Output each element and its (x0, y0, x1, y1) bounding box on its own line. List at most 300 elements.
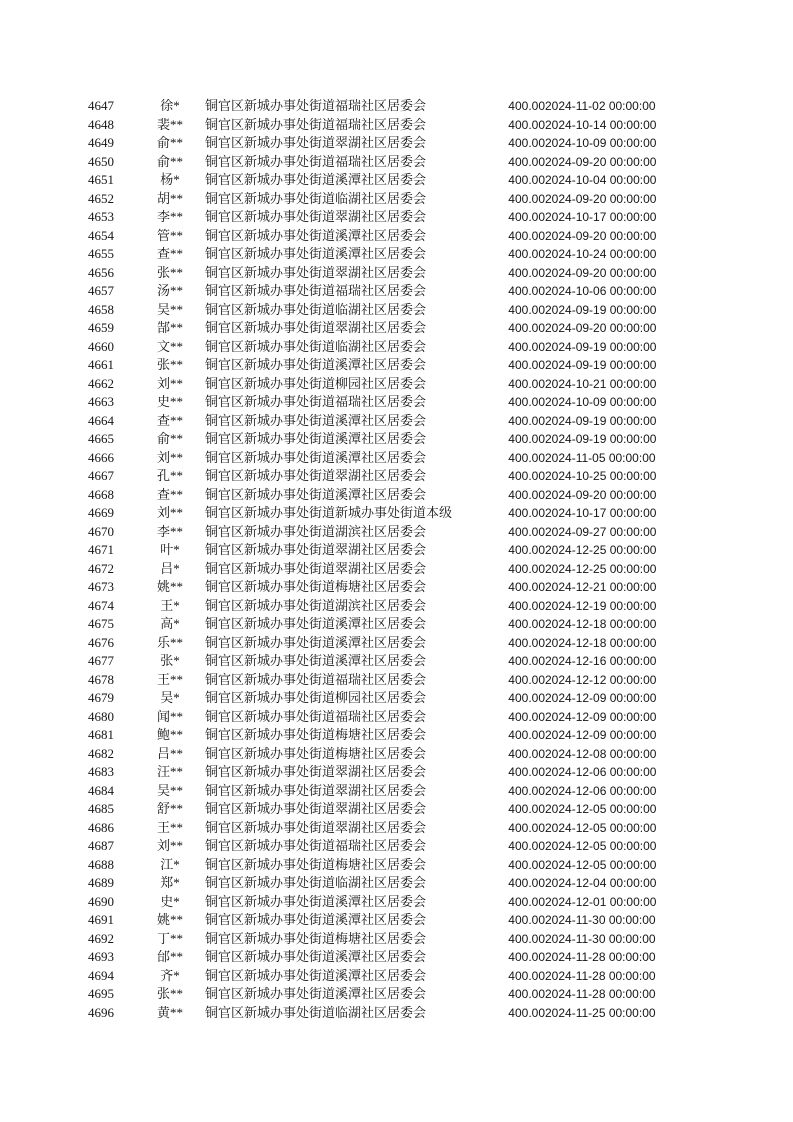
record-org: 铜官区新城办事处街道福瑞社区居委会 (205, 153, 427, 169)
record-amount: 400.00 (508, 987, 545, 1001)
record-amount: 400.00 (508, 432, 545, 446)
record-date: 2024-09-27 00:00:00 (545, 524, 657, 539)
record-amount: 400.00 (508, 210, 545, 224)
record-amount: 400.00 (508, 173, 545, 187)
record-id: 4660 (88, 338, 114, 354)
record-org: 铜官区新城办事处街道梅塘社区居委会 (205, 579, 427, 594)
record-date: 2024-10-17 00:00:00 (545, 506, 657, 520)
record-org: 铜官区新城办事处街道新城办事处街道本级 (205, 505, 453, 520)
record-date: 2024-12-09 00:00:00 (545, 691, 657, 705)
table-row (88, 837, 793, 856)
records-table (88, 97, 793, 1022)
record-id: 4675 (88, 616, 114, 631)
record-amount: 400.00 (508, 450, 545, 465)
record-amount: 400.00 (508, 561, 545, 576)
record-date: 2024-12-04 00:00:00 (545, 876, 657, 890)
table-row (88, 523, 793, 542)
record-name: 查** (156, 246, 183, 261)
table-row (88, 819, 793, 838)
table-row (88, 264, 793, 283)
record-name: 王* (160, 597, 180, 613)
table-row (88, 560, 793, 579)
record-id: 4655 (88, 246, 114, 261)
record-id: 4676 (88, 634, 114, 650)
record-date: 2024-11-02 00:00:00 (545, 99, 656, 113)
record-name: 郜** (156, 320, 183, 335)
table-row (88, 301, 793, 320)
record-amount: 400.00 (508, 1005, 545, 1020)
table-row (88, 134, 793, 153)
record-date: 2024-12-01 00:00:00 (545, 894, 657, 909)
record-org: 铜官区新城办事处街道溪潭社区居委会 (205, 172, 427, 187)
table-row (88, 467, 793, 486)
record-org: 铜官区新城办事处街道翠湖社区居委会 (205, 801, 427, 816)
record-date: 2024-09-20 00:00:00 (545, 321, 657, 335)
record-amount: 400.00 (508, 617, 545, 631)
record-name: 舒** (156, 801, 183, 816)
record-name: 文** (156, 338, 183, 354)
record-id: 4682 (88, 745, 114, 761)
record-name: 刘** (156, 505, 183, 520)
record-amount: 400.00 (508, 247, 545, 261)
record-id: 4649 (88, 135, 114, 150)
table-row (88, 634, 793, 653)
record-name: 姚** (156, 912, 183, 927)
record-amount: 400.00 (508, 950, 545, 964)
records-tbody (88, 97, 793, 1022)
record-name: 黄** (156, 1004, 183, 1020)
record-id: 4650 (88, 153, 114, 169)
record-amount: 400.00 (508, 728, 545, 742)
record-date: 2024-10-14 00:00:00 (545, 117, 657, 132)
record-org: 铜官区新城办事处街道临湖社区居委会 (205, 301, 427, 317)
record-name: 闻** (156, 708, 183, 724)
record-id: 4684 (88, 782, 114, 798)
record-org: 铜官区新城办事处街道福瑞社区居委会 (205, 394, 427, 409)
record-name: 王** (156, 671, 183, 687)
record-amount: 400.00 (508, 487, 545, 502)
table-row (88, 578, 793, 597)
record-amount: 400.00 (508, 894, 545, 909)
record-name: 史** (156, 394, 183, 409)
record-id: 4692 (88, 930, 114, 946)
record-date: 2024-09-19 00:00:00 (545, 432, 657, 446)
record-id: 4662 (88, 375, 114, 391)
record-org: 铜官区新城办事处街道溪潭社区居委会 (205, 431, 427, 446)
record-org: 铜官区新城办事处街道临湖社区居委会 (205, 875, 427, 890)
table-row (88, 726, 793, 745)
record-id: 4674 (88, 597, 114, 613)
record-name: 张** (156, 264, 183, 280)
table-row (88, 356, 793, 375)
record-org: 铜官区新城办事处街道溪潭社区居委会 (205, 227, 427, 243)
record-org: 铜官区新城办事处街道湖滨社区居委会 (205, 597, 427, 613)
record-id: 4687 (88, 838, 114, 853)
record-org: 铜官区新城办事处街道福瑞社区居委会 (205, 838, 427, 853)
table-row (88, 985, 793, 1004)
record-id: 4694 (88, 967, 114, 983)
record-id: 4696 (88, 1004, 114, 1020)
table-row (88, 763, 793, 782)
record-id: 4668 (88, 486, 114, 502)
record-amount: 400.00 (508, 228, 545, 243)
record-name: 裴** (156, 116, 183, 132)
record-org: 铜官区新城办事处街道溪潭社区居委会 (205, 986, 427, 1001)
record-name: 张* (160, 653, 180, 668)
record-date: 2024-12-09 00:00:00 (545, 728, 657, 742)
record-name: 江* (160, 856, 180, 872)
record-date: 2024-09-20 00:00:00 (545, 154, 657, 169)
table-row (88, 338, 793, 357)
record-amount: 400.00 (508, 691, 545, 705)
record-date: 2024-09-20 00:00:00 (545, 265, 657, 280)
record-id: 4695 (88, 986, 114, 1001)
record-org: 铜官区新城办事处街道溪潭社区居委会 (205, 412, 427, 428)
record-id: 4679 (88, 690, 114, 705)
table-row (88, 430, 793, 449)
record-amount: 400.00 (508, 154, 545, 169)
record-org: 铜官区新城办事处街道临湖社区居委会 (205, 338, 427, 354)
record-org: 铜官区新城办事处街道溪潭社区居委会 (205, 616, 427, 631)
record-date: 2024-10-21 00:00:00 (545, 376, 657, 391)
record-name: 吕* (160, 560, 180, 576)
record-date: 2024-12-18 00:00:00 (545, 635, 657, 650)
record-id: 4693 (88, 949, 114, 964)
record-id: 4667 (88, 468, 114, 483)
record-amount: 400.00 (508, 413, 545, 428)
record-name: 刘** (156, 838, 183, 853)
record-date: 2024-11-28 00:00:00 (545, 968, 656, 983)
record-org: 铜官区新城办事处街道翠湖社区居委会 (205, 560, 427, 576)
record-id: 4671 (88, 542, 114, 557)
record-date: 2024-09-19 00:00:00 (545, 339, 657, 354)
record-date: 2024-12-06 00:00:00 (545, 765, 657, 779)
record-id: 4661 (88, 357, 114, 372)
record-amount: 400.00 (508, 783, 545, 798)
record-name: 张** (156, 357, 183, 372)
table-row (88, 911, 793, 930)
record-name: 吴** (156, 782, 183, 798)
table-row (88, 597, 793, 616)
record-date: 2024-09-20 00:00:00 (545, 228, 657, 243)
record-amount: 400.00 (508, 136, 545, 150)
table-row (88, 412, 793, 431)
record-name: 齐* (160, 967, 180, 983)
record-org: 铜官区新城办事处街道梅塘社区居委会 (205, 727, 427, 742)
record-amount: 400.00 (508, 580, 545, 594)
record-amount: 400.00 (508, 117, 545, 132)
record-name: 胡** (156, 190, 183, 206)
record-amount: 400.00 (508, 709, 545, 724)
record-id: 4647 (88, 98, 114, 113)
record-amount: 400.00 (508, 913, 545, 927)
record-amount: 400.00 (508, 857, 545, 872)
record-date: 2024-11-28 00:00:00 (545, 950, 656, 964)
record-date: 2024-12-05 00:00:00 (545, 820, 657, 835)
record-date: 2024-12-08 00:00:00 (545, 746, 657, 761)
record-date: 2024-09-19 00:00:00 (545, 302, 657, 317)
table-row (88, 190, 793, 209)
record-org: 铜官区新城办事处街道溪潭社区居委会 (205, 949, 427, 964)
table-row (88, 1004, 793, 1023)
table-row (88, 893, 793, 912)
record-id: 4691 (88, 912, 114, 927)
record-org: 铜官区新城办事处街道临湖社区居委会 (205, 190, 427, 206)
record-org: 铜官区新城办事处街道翠湖社区居委会 (205, 782, 427, 798)
record-org: 铜官区新城办事处街道福瑞社区居委会 (205, 283, 427, 298)
record-name: 汤** (156, 283, 183, 298)
record-org: 铜官区新城办事处街道福瑞社区居委会 (205, 98, 427, 113)
record-org: 铜官区新城办事处街道翠湖社区居委会 (205, 468, 427, 483)
record-id: 4652 (88, 190, 114, 206)
record-name: 查** (156, 486, 183, 502)
record-id: 4663 (88, 394, 114, 409)
record-id: 4683 (88, 764, 114, 779)
table-row (88, 745, 793, 764)
table-row (88, 967, 793, 986)
record-date: 2024-12-05 00:00:00 (545, 857, 657, 872)
table-row (88, 393, 793, 412)
table-row (88, 208, 793, 227)
record-id: 4669 (88, 505, 114, 520)
record-date: 2024-10-09 00:00:00 (545, 136, 657, 150)
record-id: 4656 (88, 264, 114, 280)
table-row (88, 708, 793, 727)
record-amount: 400.00 (508, 339, 545, 354)
record-org: 铜官区新城办事处街道梅塘社区居委会 (205, 856, 427, 872)
record-date: 2024-12-12 00:00:00 (545, 672, 657, 687)
record-org: 铜官区新城办事处街道梅塘社区居委会 (205, 745, 427, 761)
record-id: 4686 (88, 819, 114, 835)
record-date: 2024-10-04 00:00:00 (545, 173, 657, 187)
record-date: 2024-11-30 00:00:00 (545, 913, 656, 927)
table-row (88, 153, 793, 172)
record-id: 4680 (88, 708, 114, 724)
record-name: 王** (156, 819, 183, 835)
record-amount: 400.00 (508, 358, 545, 372)
table-row (88, 930, 793, 949)
record-org: 铜官区新城办事处街道翠湖社区居委会 (205, 135, 427, 150)
record-id: 4685 (88, 801, 114, 816)
record-date: 2024-12-25 00:00:00 (545, 561, 657, 576)
record-amount: 400.00 (508, 635, 545, 650)
record-amount: 400.00 (508, 672, 545, 687)
record-date: 2024-12-25 00:00:00 (545, 543, 657, 557)
table-row (88, 541, 793, 560)
record-name: 杨* (160, 172, 180, 187)
record-org: 铜官区新城办事处街道湖滨社区居委会 (205, 523, 427, 539)
table-row (88, 652, 793, 671)
record-id: 4654 (88, 227, 114, 243)
record-id: 4653 (88, 209, 114, 224)
record-org: 铜官区新城办事处街道福瑞社区居委会 (205, 116, 427, 132)
record-org: 铜官区新城办事处街道翠湖社区居委会 (205, 819, 427, 835)
table-row (88, 948, 793, 967)
table-row (88, 856, 793, 875)
record-org: 铜官区新城办事处街道溪潭社区居委会 (205, 912, 427, 927)
record-id: 4673 (88, 579, 114, 594)
table-row (88, 171, 793, 190)
record-name: 史* (160, 893, 180, 909)
record-date: 2024-10-24 00:00:00 (545, 247, 657, 261)
table-row (88, 97, 793, 116)
record-org: 铜官区新城办事处街道翠湖社区居委会 (205, 209, 427, 224)
record-id: 4664 (88, 412, 114, 428)
record-date: 2024-09-19 00:00:00 (545, 358, 657, 372)
record-id: 4677 (88, 653, 114, 668)
record-id: 4672 (88, 560, 114, 576)
record-amount: 400.00 (508, 931, 545, 946)
record-name: 李** (156, 523, 183, 539)
record-org: 铜官区新城办事处街道溪潭社区居委会 (205, 357, 427, 372)
record-amount: 400.00 (508, 820, 545, 835)
record-id: 4678 (88, 671, 114, 687)
record-date: 2024-11-05 00:00:00 (545, 450, 656, 465)
record-id: 4648 (88, 116, 114, 132)
record-org: 铜官区新城办事处街道溪潭社区居委会 (205, 246, 427, 261)
record-amount: 400.00 (508, 265, 545, 280)
record-amount: 400.00 (508, 765, 545, 779)
record-amount: 400.00 (508, 543, 545, 557)
record-date: 2024-11-28 00:00:00 (545, 987, 656, 1001)
record-name: 刘** (156, 375, 183, 391)
record-name: 乐** (156, 634, 183, 650)
record-name: 俞** (156, 431, 183, 446)
record-name: 丁** (156, 930, 183, 946)
table-row (88, 319, 793, 338)
record-id: 4666 (88, 449, 114, 465)
record-name: 吕** (156, 745, 183, 761)
table-row (88, 486, 793, 505)
record-amount: 400.00 (508, 654, 545, 668)
record-id: 4658 (88, 301, 114, 317)
record-name: 徐* (160, 98, 180, 113)
table-row (88, 116, 793, 135)
record-name: 姚** (156, 579, 183, 594)
record-amount: 400.00 (508, 191, 545, 206)
record-amount: 400.00 (508, 876, 545, 890)
record-org: 铜官区新城办事处街道福瑞社区居委会 (205, 708, 427, 724)
record-id: 4688 (88, 856, 114, 872)
record-amount: 400.00 (508, 802, 545, 816)
record-org: 铜官区新城办事处街道翠湖社区居委会 (205, 320, 427, 335)
record-date: 2024-12-21 00:00:00 (545, 580, 657, 594)
table-row (88, 782, 793, 801)
record-amount: 400.00 (508, 506, 545, 520)
record-name: 刘** (156, 449, 183, 465)
record-name: 管** (156, 227, 183, 243)
record-org: 铜官区新城办事处街道梅塘社区居委会 (205, 930, 427, 946)
record-org: 铜官区新城办事处街道溪潭社区居委会 (205, 486, 427, 502)
table-row (88, 282, 793, 301)
record-date: 2024-09-19 00:00:00 (545, 413, 657, 428)
record-amount: 400.00 (508, 968, 545, 983)
record-amount: 400.00 (508, 99, 545, 113)
record-name: 汪** (156, 764, 183, 779)
record-org: 铜官区新城办事处街道临湖社区居委会 (205, 1004, 427, 1020)
record-amount: 400.00 (508, 469, 545, 483)
record-id: 4681 (88, 727, 114, 742)
table-row (88, 227, 793, 246)
record-name: 孔** (156, 468, 183, 483)
record-name: 郑* (160, 875, 180, 890)
record-date: 2024-11-30 00:00:00 (545, 931, 656, 946)
record-date: 2024-12-06 00:00:00 (545, 783, 657, 798)
table-row (88, 504, 793, 523)
record-date: 2024-10-09 00:00:00 (545, 395, 657, 409)
table-row (88, 375, 793, 394)
record-name: 查** (156, 412, 183, 428)
record-id: 4651 (88, 172, 114, 187)
record-date: 2024-12-16 00:00:00 (545, 654, 657, 668)
record-name: 李** (156, 209, 183, 224)
record-org: 铜官区新城办事处街道翠湖社区居委会 (205, 542, 427, 557)
record-name: 高* (160, 616, 180, 631)
record-name: 俞** (156, 135, 183, 150)
record-date: 2024-10-06 00:00:00 (545, 284, 657, 298)
record-date: 2024-09-20 00:00:00 (545, 191, 657, 206)
record-name: 俞** (156, 153, 183, 169)
record-amount: 400.00 (508, 395, 545, 409)
record-org: 铜官区新城办事处街道翠湖社区居委会 (205, 764, 427, 779)
table-row (88, 245, 793, 264)
record-org: 铜官区新城办事处街道翠湖社区居委会 (205, 264, 427, 280)
record-name: 叶* (160, 542, 180, 557)
table-row (88, 689, 793, 708)
record-amount: 400.00 (508, 746, 545, 761)
table-row (88, 615, 793, 634)
record-name: 鲍** (156, 727, 183, 742)
record-amount: 400.00 (508, 302, 545, 317)
table-row (88, 449, 793, 468)
record-name: 吴* (160, 690, 180, 705)
record-id: 4689 (88, 875, 114, 890)
record-org: 铜官区新城办事处街道溪潭社区居委会 (205, 967, 427, 983)
record-id: 4657 (88, 283, 114, 298)
record-name: 邰** (156, 949, 183, 964)
record-org: 铜官区新城办事处街道柳园社区居委会 (205, 690, 427, 705)
record-date: 2024-11-25 00:00:00 (545, 1005, 656, 1020)
record-date: 2024-12-05 00:00:00 (545, 802, 657, 816)
record-org: 铜官区新城办事处街道柳园社区居委会 (205, 375, 427, 391)
record-date: 2024-12-18 00:00:00 (545, 617, 657, 631)
record-org: 铜官区新城办事处街道溪潭社区居委会 (205, 634, 427, 650)
record-date: 2024-10-17 00:00:00 (545, 210, 657, 224)
record-date: 2024-12-09 00:00:00 (545, 709, 657, 724)
record-name: 张** (156, 986, 183, 1001)
record-org: 铜官区新城办事处街道溪潭社区居委会 (205, 653, 427, 668)
record-name: 吴** (156, 301, 183, 317)
table-row (88, 800, 793, 819)
record-date: 2024-09-20 00:00:00 (545, 487, 657, 502)
record-id: 4665 (88, 431, 114, 446)
table-row (88, 874, 793, 893)
record-amount: 400.00 (508, 376, 545, 391)
record-amount: 400.00 (508, 524, 545, 539)
record-org: 铜官区新城办事处街道福瑞社区居委会 (205, 671, 427, 687)
record-amount: 400.00 (508, 284, 545, 298)
table-row (88, 671, 793, 690)
record-date: 2024-12-19 00:00:00 (545, 598, 657, 613)
record-id: 4659 (88, 320, 114, 335)
record-amount: 400.00 (508, 321, 545, 335)
record-org: 铜官区新城办事处街道溪潭社区居委会 (205, 449, 427, 465)
record-id: 4690 (88, 893, 114, 909)
record-id: 4670 (88, 523, 114, 539)
record-amount: 400.00 (508, 598, 545, 613)
record-date: 2024-10-25 00:00:00 (545, 469, 657, 483)
record-amount: 400.00 (508, 839, 545, 853)
